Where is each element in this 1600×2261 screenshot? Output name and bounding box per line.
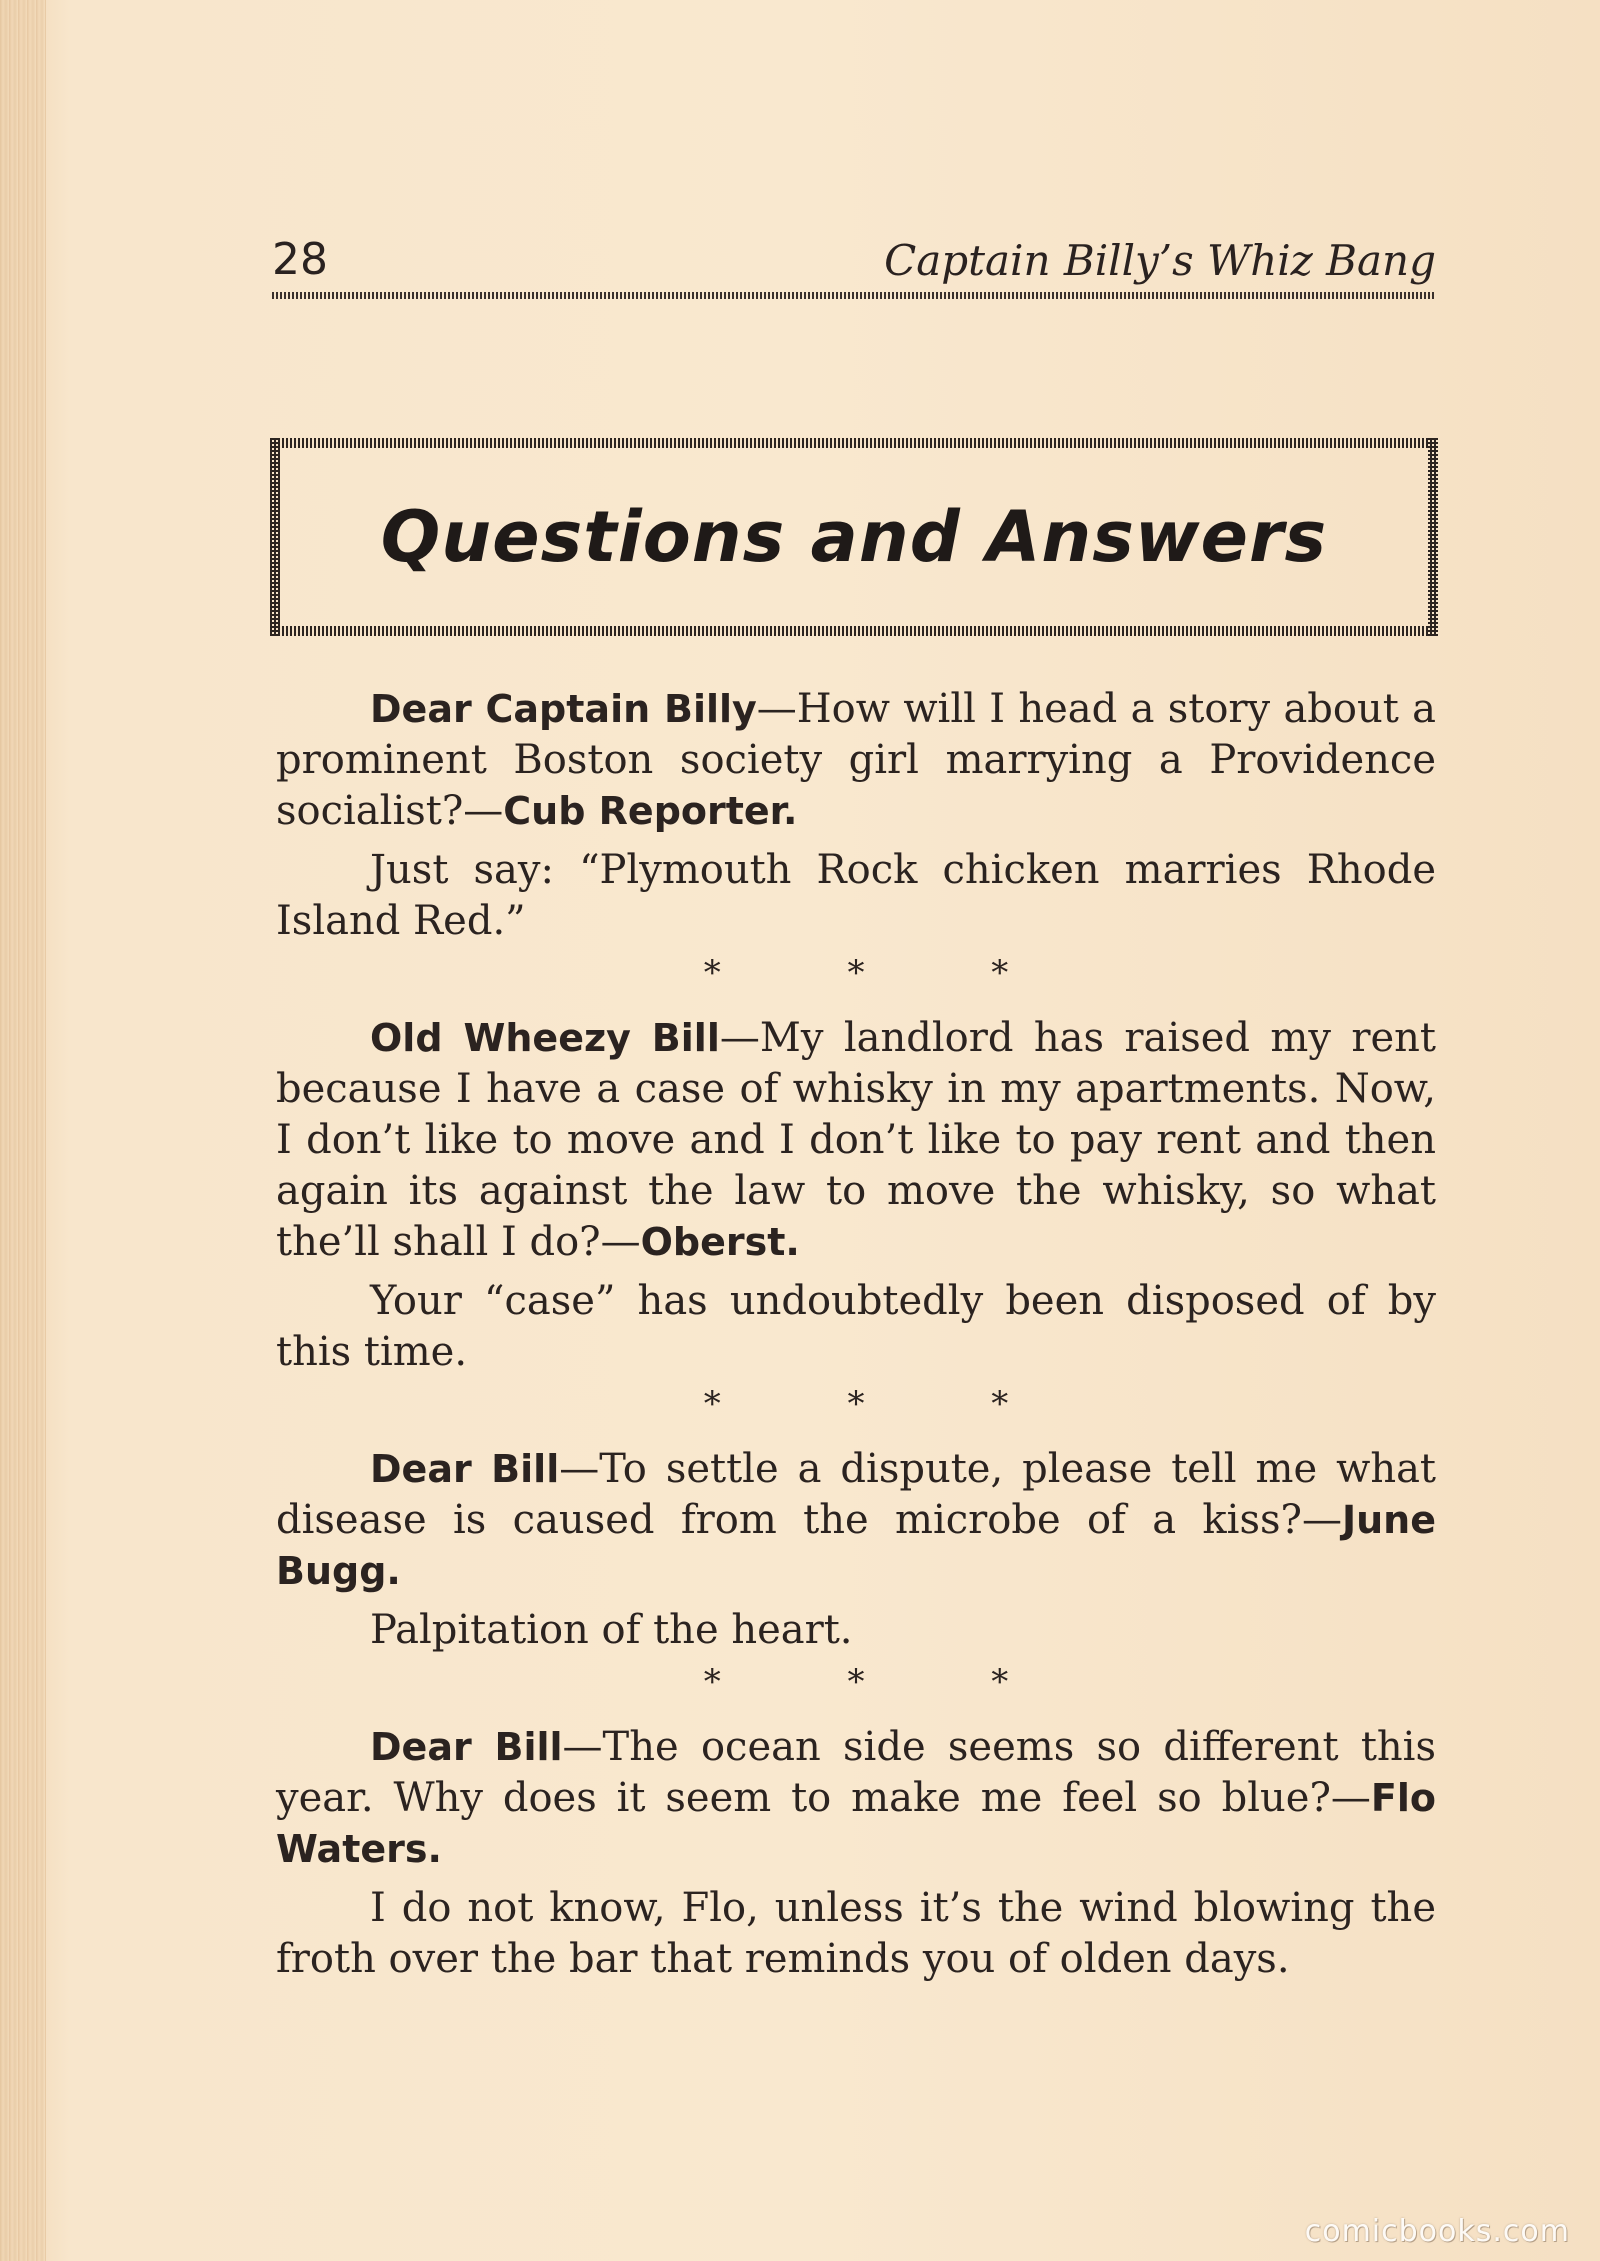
question-text: —The ocean side seems so different this year. Why does it seem to make me feel so blue?—	[276, 1724, 1436, 1821]
header-rule	[272, 292, 1436, 299]
question-text: —How will I head a story about a prominent Boston society girl marrying a Providence socialist?—	[276, 686, 1436, 834]
signature: Oberst.	[640, 1220, 800, 1264]
answer-paragraph: Just say: “Plymouth Rock chicken marries Rhode Island Red.”	[276, 847, 1436, 944]
question-paragraph	[276, 1722, 1436, 1875]
answer-paragraph: I do not know, Flo, unless it’s the wind blowing the froth over the bar that reminds you of olden days.	[276, 1885, 1436, 1982]
question-paragraph	[276, 1013, 1436, 1268]
section-separator: * * *	[703, 1384, 1067, 1424]
site-watermark: comicbooks.com	[1304, 2214, 1570, 2249]
signature: June Bugg.	[276, 1498, 1436, 1593]
question-paragraph	[276, 684, 1436, 837]
salutation: Dear Bill	[370, 1725, 563, 1769]
salutation: Dear Bill	[370, 1447, 560, 1491]
page-number: 28	[272, 234, 328, 285]
salutation: Dear Captain Billy	[370, 687, 757, 731]
section-title-box	[270, 438, 1438, 636]
section-separator: * * *	[703, 953, 1067, 993]
page-binding-edge	[0, 0, 46, 2261]
qa-content	[276, 684, 1436, 1985]
signature: Cub Reporter.	[503, 789, 798, 833]
section-title: Questions and Answers	[380, 496, 1328, 578]
section-separator: * * *	[703, 1662, 1067, 1702]
question-paragraph	[276, 1444, 1436, 1597]
question-text: —To settle a dispute, please tell me what disease is caused from the microbe of a kiss?—	[276, 1446, 1437, 1543]
page-header	[272, 234, 1436, 294]
answer-paragraph: Palpitation of the heart.	[370, 1607, 853, 1653]
signature: Flo Waters.	[276, 1776, 1436, 1871]
answer-paragraph: Your “case” has undoubtedly been disposed of by this time.	[276, 1278, 1436, 1375]
running-title: Captain Billy’s Whiz Bang	[884, 236, 1436, 285]
salutation: Old Wheezy Bill	[370, 1016, 720, 1060]
question-text: —My landlord has raised my rent because I have a case of whisky in my apartments. Now, I don’t like to move and I don’t like to pay rent and then again its against the law to move the whisky, so what the’ll shall I do?—	[276, 1015, 1436, 1265]
